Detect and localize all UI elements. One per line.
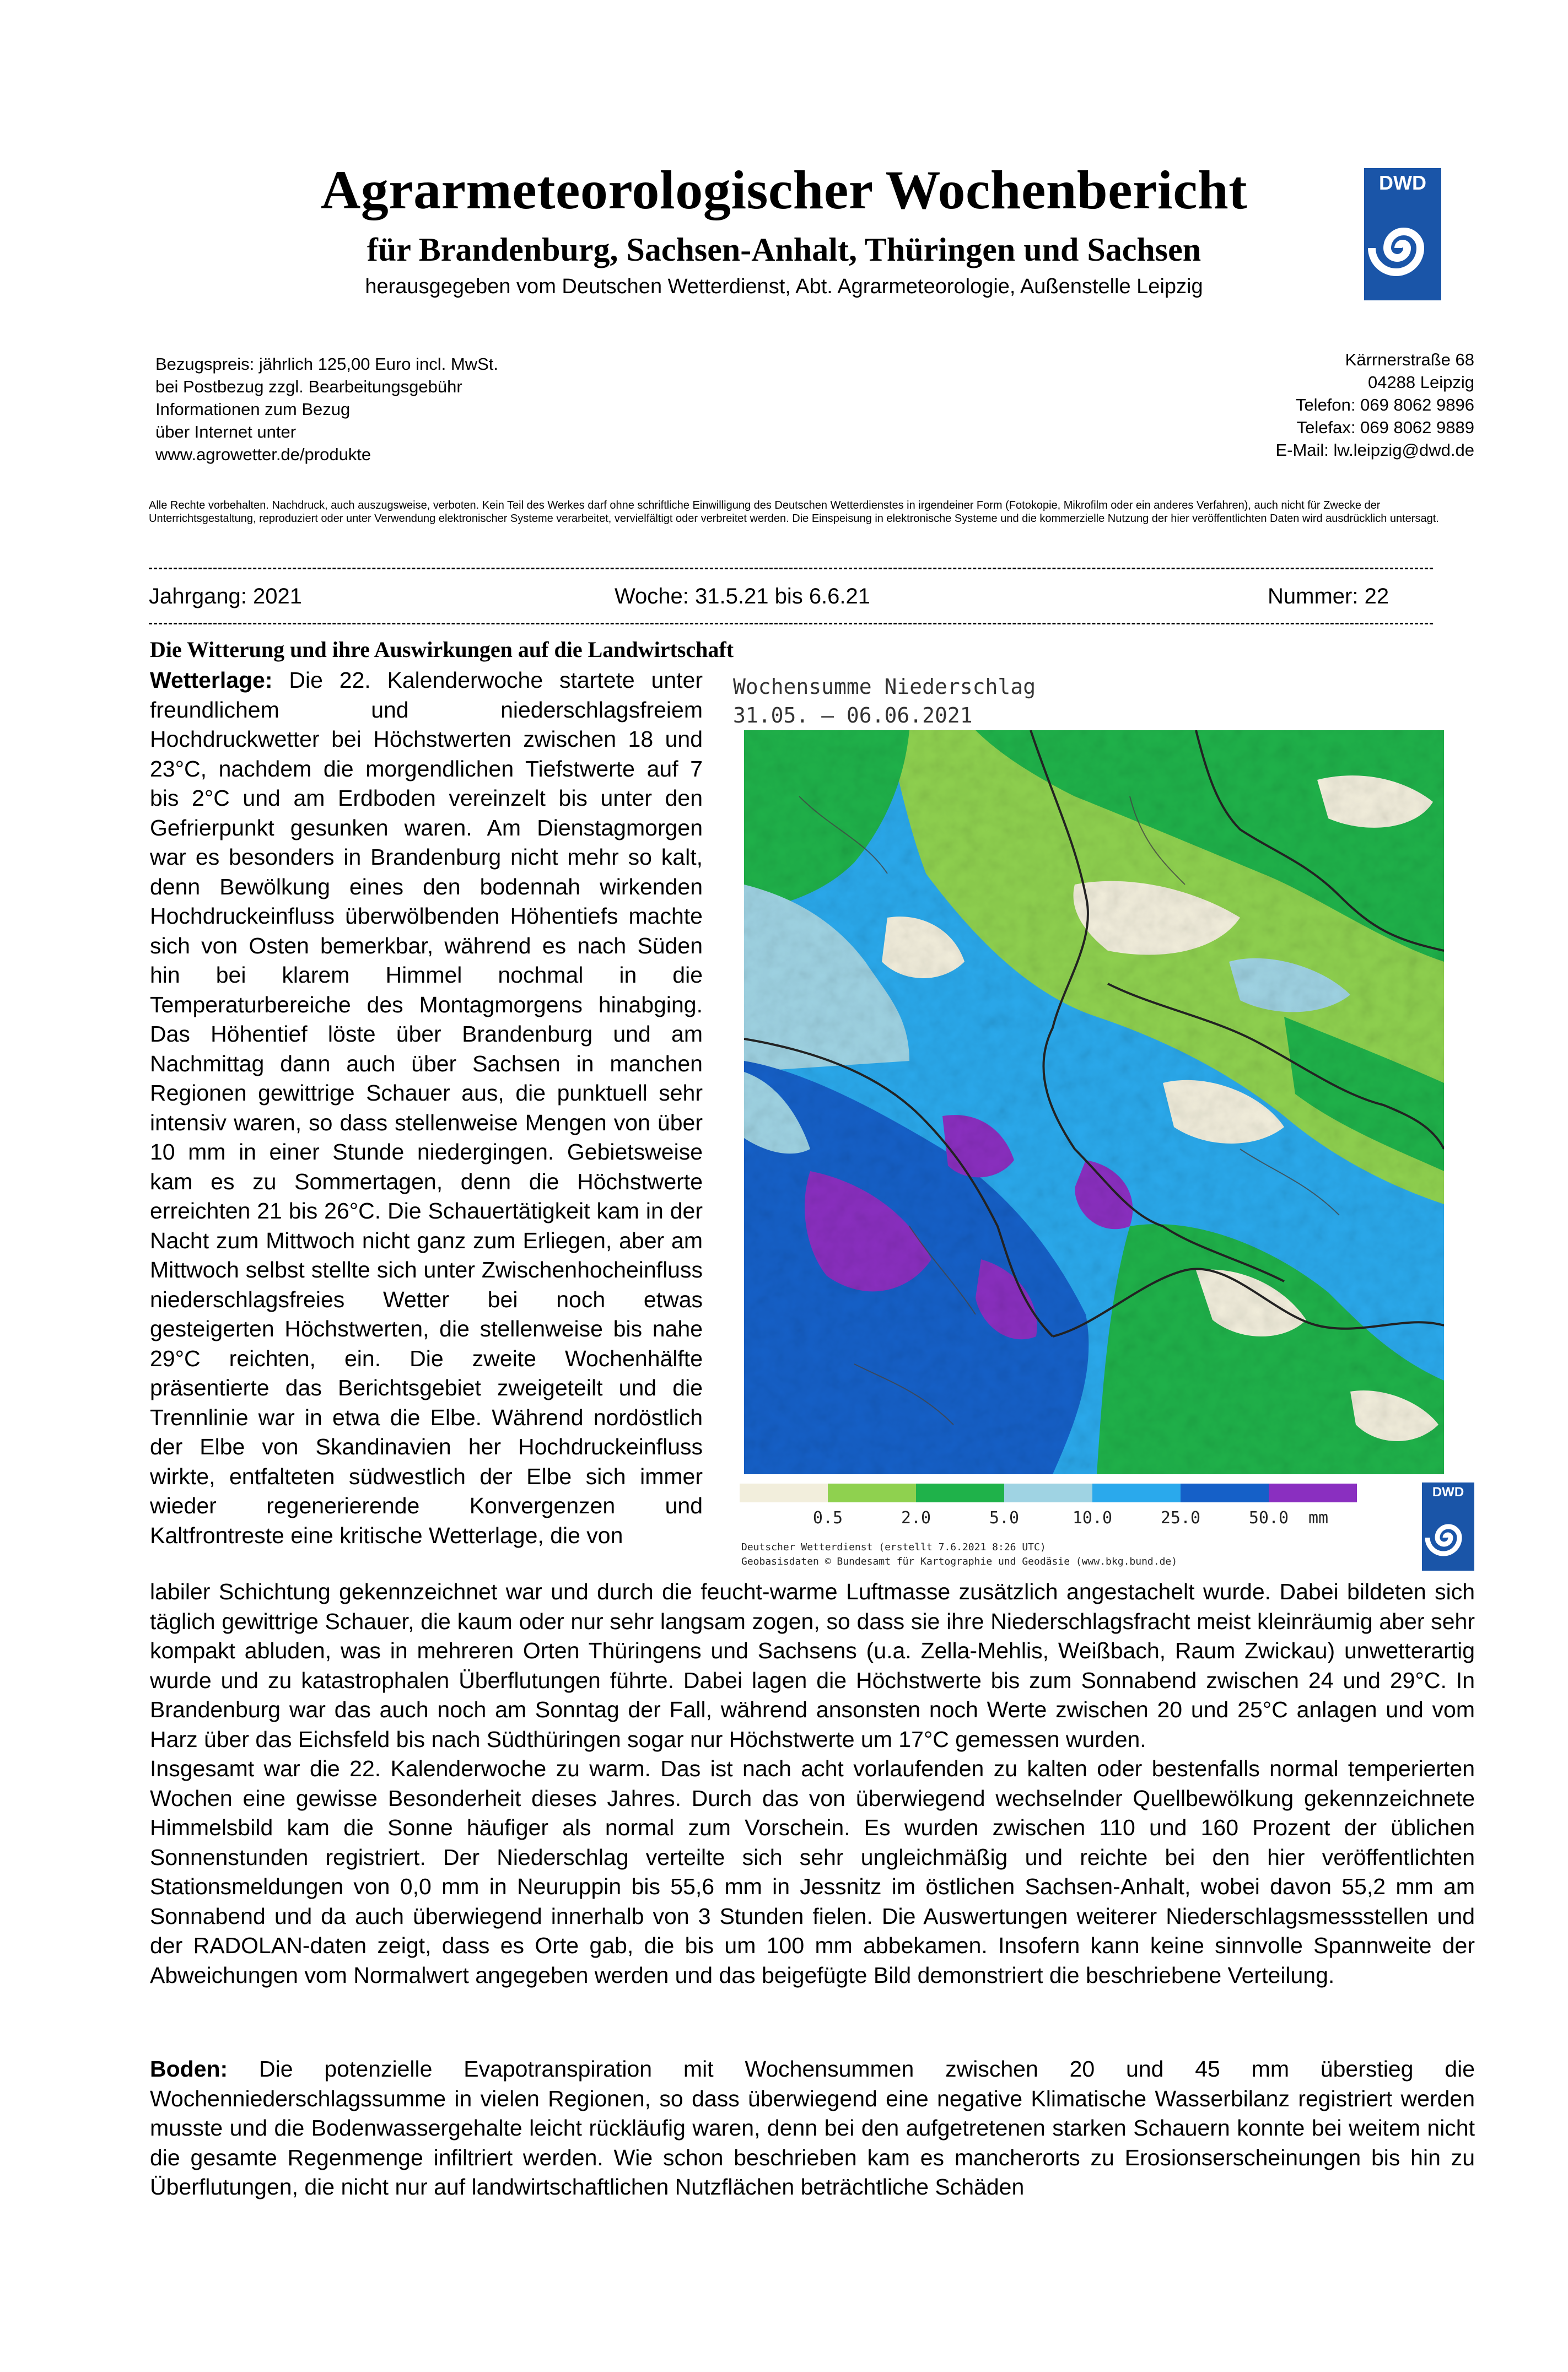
issue-number: Nummer: 22: [1268, 584, 1389, 608]
contact-address: [1275, 348, 1474, 461]
legend-value: 2.0: [901, 1508, 931, 1528]
map-credit-line: Deutscher Wetterdienst (erstellt 7.6.2021 8:26 UTC): [741, 1541, 1046, 1553]
dashed-divider: [149, 568, 1433, 569]
wetterlage-paragraph: [150, 666, 703, 1550]
report-title: Agrarmeteorologischer Wochenbericht: [320, 159, 1248, 220]
boden-text: Die potenzielle Evapotranspiration mit Wochensummen zwischen 20 und 45 mm überstieg die Wochenniederschlagssumme in vielen Regionen, so dass überwiegend eine negative Klimatische Wasserbilanz registriert werden musste und die Bodenwassergehalte leicht rückläufig waren, denn bei den aufgetretenen starken Schauern konnte bei weitem nicht die gesamte Regenmenge infiltriert werden. Wie schon beschrieben kam es mancherorts zu Erosionserscheinungen bis hin zu Überflutungen, die nicht nur auf landwirtschaftlichen Nutzflächen beträchtliche Schäden: [150, 2056, 1475, 2200]
copyright-notice: Alle Rechte vorbehalten. Nachdruck, auch auszugsweise, verboten. Kein Teil des Werkes darf ohne schriftliche Einwilligung des Deutschen Wetterdienstes in irgendeiner Form (Fotokopie, Mikrofilm oder ein anderes Verfahren), auch nicht für Zwecke der Unterrichtsgestaltung, reproduziert oder unter Verwendung elektronischer Systeme verarbeitet, vervielfältigt oder verbreitet werden. Die Einspeisung in elektronische Systeme und die kommerzielle Nutzung der hier veröffentlichten Daten wird ausdrücklich untersagt.: [149, 499, 1439, 525]
publisher-line: herausgegeben vom Deutschen Wetterdienst, Abt. Agrarmeteorologie, Außenstelle Leipzig: [365, 275, 1203, 298]
boden-label: Boden:: [150, 2056, 228, 2082]
legend-value: 25.0: [1160, 1508, 1201, 1528]
legend-value: 10.0: [1072, 1508, 1113, 1528]
legend-value: 0.5: [812, 1508, 843, 1528]
boden-paragraph: [150, 2055, 1475, 2202]
purchase-line: Informationen zum Bezug: [155, 400, 351, 419]
wetterlage-text-cont: labiler Schichtung gekennzeichnet war und durch die feucht-warme Luftmasse zusätzlich angestachelt wurde. Dabei bildeten sich täglich gewittrige Schauer, die kaum oder nur sehr langsam zogen, so dass sie ihre Niederschlagsfracht meist kleinräumig aber sehr kompakt abluden, was in mehreren Orten Thüringens und Sachsens (u.a. Zella-Mehlis, Weißbach, Raum Zwickau) unwetterartig wurde und zu katastrophalen Überflutungen führte. Dabei lagen die Höchstwerte bis zum Sonnabend zwischen 24 und 29°C. In Brandenburg war das auch noch am Sonntag der Fall, während ansonsten noch Werte zwischen 20 und 25°C anlagen und vom Harz über das Eichsfeld bis nach Südthüringen sogar nur Höchstwerte um 17°C gemessen wurden.: [150, 1579, 1475, 1752]
report-subtitle: für Brandenburg, Sachsen-Anhalt, Thüringen und Sachsen: [367, 231, 1201, 268]
legend-value: 50.0: [1248, 1508, 1289, 1528]
legend-value: 5.0: [989, 1508, 1020, 1528]
address-city: 04288 Leipzig: [1367, 373, 1474, 392]
dwd-logo-text: DWD: [1379, 171, 1426, 194]
purchase-link[interactable]: www.agrowetter.de/produkte: [155, 445, 371, 464]
legend-swatch: [828, 1484, 916, 1502]
wetterlage-text: Die 22. Kalenderwoche startete unter freundlichem und niederschlagsfreiem Hochdruckwetter bei Höchstwerten zwischen 18 und 23°C, nachdem die morgendlichen Tiefstwerte auf 7 bis 2°C und am Erdboden vereinzelt bis unter den Gefrierpunkt gesunken waren. Am Dienstagmorgen war es besonders in Brandenburg nicht mehr so kalt, denn Bewölkung eines den bodennah wirkenden Hochdruckeinfluss überwölbenden Höhentiefs machte sich von Osten bemerkbar, während es nach Süden hin bei klarem Himmel nochmal in die Temperaturbereiche des Montagmorgens hinabging. Das Höhentief löste über Brandenburg und am Nachmittag dann auch über Sachsen in manchen Regionen gewittrige Schauer aus, die punktuell sehr intensiv waren, so dass stellenweise Mengen von über 10 mm in einer Stunde niedergingen. Gebietsweise kam es zu Sommertagen, denn die Höchstwerte erreichten 21 bis 26°C. Die Schauertätigkeit kam in der Nacht zum Mittwoch nicht ganz zum Erliegen, aber am Mittwoch selbst stellte sich unter Zwischenhocheinfluss niederschlagsfreies Wetter bei noch etwas gesteigerten Höchstwerten, die stellenweise bis nahe 29°C reichten, ein. Die zweite Wochenhälfte präsentierte das Berichtsgebiet zweigeteilt und die Trennlinie war in etwa die Elbe. Während nordöstlich der Elbe von Skandinavien her Hochdruckeinfluss wirkte, entfalteten südwestlich der Elbe sich immer wieder regenerierende Konvergenzen und Kaltfrontreste eine kritische Wetterlage, die von: [150, 667, 703, 1548]
precipitation-map: [733, 672, 1474, 1593]
legend-swatch: [1004, 1484, 1092, 1502]
dwd-spiral-icon: [1364, 196, 1441, 300]
purchase-line: bei Postbezug zzgl. Bearbeitungsgebühr: [155, 377, 462, 396]
week-range: Woche: 31.5.21 bis 6.6.21: [615, 584, 871, 608]
section-heading: Die Witterung und ihre Auswirkungen auf die Landwirtschaft: [150, 637, 734, 662]
purchase-line: über Internet unter: [155, 422, 297, 441]
legend-swatch: [1181, 1484, 1269, 1502]
map-dwd-logo: [1422, 1482, 1474, 1571]
purchase-line: Bezugspreis: jährlich 125,00 Euro incl. MwSt.: [155, 354, 499, 374]
legend-swatch: [1092, 1484, 1181, 1502]
map-credit: [741, 1540, 1177, 1569]
map-credit-line: Geobasisdaten © Bundesamt für Kartographie und Geodäsie (www.bkg.bund.de): [741, 1556, 1178, 1567]
address-fax: Telefax: 069 8062 9889: [1296, 418, 1474, 437]
address-street: Kärrnerstraße 68: [1345, 350, 1474, 369]
map-dwd-logo-text: DWD: [1432, 1485, 1464, 1500]
legend-swatch: [740, 1484, 828, 1502]
purchase-info: [155, 353, 498, 466]
dwd-logo: [1364, 168, 1441, 300]
wetterlage-continuation: [150, 1577, 1475, 1990]
map-image: [744, 730, 1444, 1474]
map-title-line: Wochensumme Niederschlag: [733, 675, 1036, 699]
address-email[interactable]: E-Mail: lw.leipzig@dwd.de: [1275, 440, 1474, 460]
volume-year: Jahrgang: 2021: [149, 584, 303, 608]
address-phone: Telefon: 069 8062 9896: [1295, 395, 1474, 414]
legend-unit: mm: [1308, 1508, 1329, 1528]
wetterlage-label: Wetterlage:: [150, 667, 273, 693]
map-date-line: 31.05. – 06.06.2021: [733, 703, 973, 727]
map-legend: [740, 1484, 1373, 1533]
map-title: [733, 672, 1036, 730]
legend-swatch: [1269, 1484, 1357, 1502]
wetterlage-summary: Insgesamt war die 22. Kalenderwoche zu warm. Das ist nach acht vorlaufenden zu kalten oder bestenfalls normal temperierten Wochen eine gewisse Besonderheit dieses Jahres. Durch das von überwiegend wechselnder Quellbewölkung gekennzeichnete Himmelsbild kam die Sonne häufiger als normal zum Vorschein. Es wurden zwischen 110 und 160 Prozent der üblichen Sonnenstunden registriert. Der Niederschlag verteilte sich sehr ungleichmäßig und reichte bei den hier veröffentlichten Stationsmeldungen von 0,0 mm in Neuruppin bis 55,6 mm in Jessnitz im östlichen Sachsen-Anhalt, wobei davon 55,2 mm am Sonnabend und da auch überwiegend innerhalb von 3 Stunden fielen. Die Auswertungen weiterer Niederschlagsmessstellen und der RADOLAN-daten zeigt, dass es Orte gab, die bis um 100 mm abbekamen. Insofern kann keine sinnvolle Spannweite der Abweichungen vom Normalwert angegeben werden und das beigefügte Bild demonstriert die beschriebene Verteilung.: [150, 1756, 1475, 1988]
dwd-spiral-icon: [1422, 1503, 1474, 1570]
dashed-divider: [149, 623, 1433, 624]
legend-swatch: [916, 1484, 1004, 1502]
